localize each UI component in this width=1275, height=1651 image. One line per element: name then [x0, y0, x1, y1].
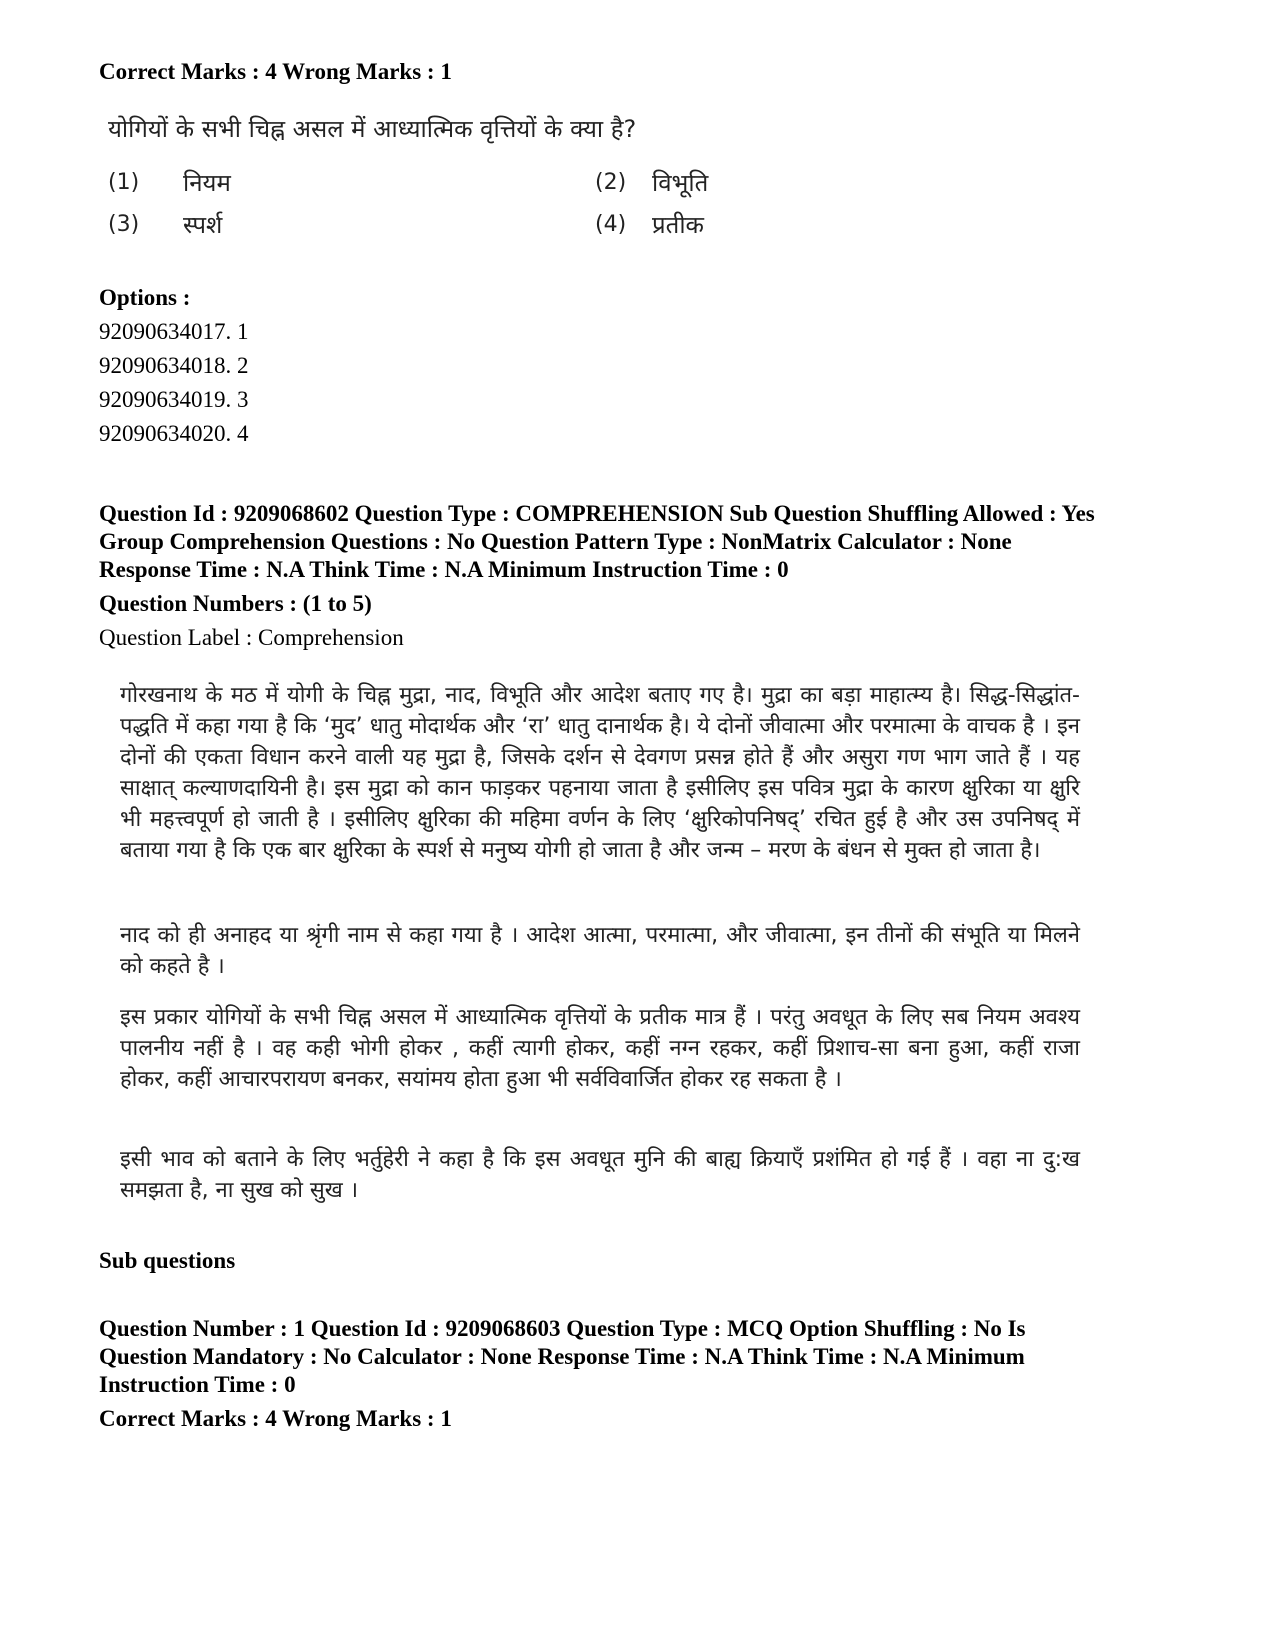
- comprehension-meta-line: Question Id : 9209068602 Question Type : COMPREHENSION Sub Question Shuffling Allowed : Yes: [99, 501, 1095, 526]
- question-text: योगियों के सभी चिह्न असल में आध्यात्मिक वृत्तियों के क्या है?: [108, 115, 637, 143]
- choice-text: विभूति: [652, 169, 709, 197]
- comprehension-meta-line: Response Time : N.A Think Time : N.A Minimum Instruction Time : 0: [99, 557, 789, 582]
- sub-question-marks: Correct Marks : 4 Wrong Marks : 1: [99, 1406, 452, 1431]
- comprehension-meta-line: Group Comprehension Questions : No Question Pattern Type : NonMatrix Calculator : None: [99, 529, 1012, 554]
- option-item: 92090634020. 4: [99, 421, 249, 446]
- passage-paragraph: नाद को ही अनाहद या श्रृंगी नाम से कहा गया है । आदेश आत्मा, परमात्मा, और जीवात्मा, इन तीनों की संभूति या मिलने को कहते है ।: [120, 923, 1080, 979]
- choice-text: स्पर्श: [183, 211, 223, 239]
- question-numbers: Question Numbers : (1 to 5): [99, 591, 372, 616]
- question-label: Question Label : Comprehension: [99, 625, 404, 650]
- choice-number: (1): [108, 170, 140, 195]
- sub-question-meta-line: Instruction Time : 0: [99, 1372, 296, 1397]
- sub-question-meta-line: Question Mandatory : No Calculator : None Response Time : N.A Think Time : N.A Minimum: [99, 1344, 1025, 1369]
- option-item: 92090634019. 3: [99, 387, 249, 412]
- passage-paragraph: इस प्रकार योगियों के सभी चिह्न असल में आध्यात्मिक वृत्तियों के प्रतीक मात्र हैं । परंतु अवधूत के लिए सब नियम अवश्य पालनीय नहीं है । वह कही भोगी होकर , कहीं त्यागी होकर, कहीं नग्न रहकर, कहीं प्रिशाच-सा बना हुआ, कहीं राजा होकर, कहीं आचारपरायण बनकर, सयांमय होता हुआ भी सर्वविवार्जित होकर रह सकता है ।: [120, 1005, 1080, 1092]
- choice-number: (2): [595, 170, 627, 195]
- option-item: 92090634018. 2: [99, 353, 249, 378]
- sub-question-meta-line: Question Number : 1 Question Id : 9209068603 Question Type : MCQ Option Shuffling : No Is: [99, 1316, 1026, 1341]
- choice-text: नियम: [183, 169, 231, 197]
- option-item: 92090634017. 1: [99, 319, 249, 344]
- options-heading: Options :: [99, 285, 191, 310]
- choice-number: (4): [595, 212, 627, 237]
- passage-paragraph: इसी भाव को बताने के लिए भर्तुहेरी ने कहा है कि इस अवधूत मुनि की बाह्य क्रियाएँ प्रशंमित हो गई हैं । वहा ना दु:ख समझता है, ना सुख को सुख ।: [120, 1147, 1080, 1203]
- passage-paragraph: गोरखनाथ के मठ में योगी के चिह्न मुद्रा, नाद, विभूति और आदेश बताए गए है। मुद्रा का बड़ा माहात्म्य है। सिद्ध-सिद्धांत-पद्धति में कहा गया है कि ‘मुद’ धातु मोदार्थक और ‘रा’ धातु दानार्थक है। ये दोनों जीवात्मा और परमात्मा के वाचक है । इन दोनों की एकता विधान करने वाली यह मुद्रा है, जिसके दर्शन से देवगण प्रसन्न होते हैं और असुरा गण भाग जाते हैं । यह साक्षात् कल्याणदायिनी है। इस मुद्रा को कान फाड़कर पहनाया जाता है इसीलिए इस पवित्र मुद्रा के कारण क्षुरिका या क्षुरि भी महत्त्वपूर्ण हो जाती है । इसीलिए क्षुरिका की महिमा वर्णन के लिए ‘क्षुरिकोपनिषद्’ रचित हुई है और उस उपनिषद् में बताया गया है कि एक बार क्षुरिका के स्पर्श से मनुष्य योगी हो जाता है और जन्म – मरण के बंधन से मुक्त हो जाता है।: [120, 683, 1080, 863]
- choice-number: (3): [108, 212, 140, 237]
- correct-wrong-marks: Correct Marks : 4 Wrong Marks : 1: [99, 59, 452, 84]
- choice-text: प्रतीक: [652, 211, 704, 239]
- sub-questions-heading: Sub questions: [99, 1248, 236, 1273]
